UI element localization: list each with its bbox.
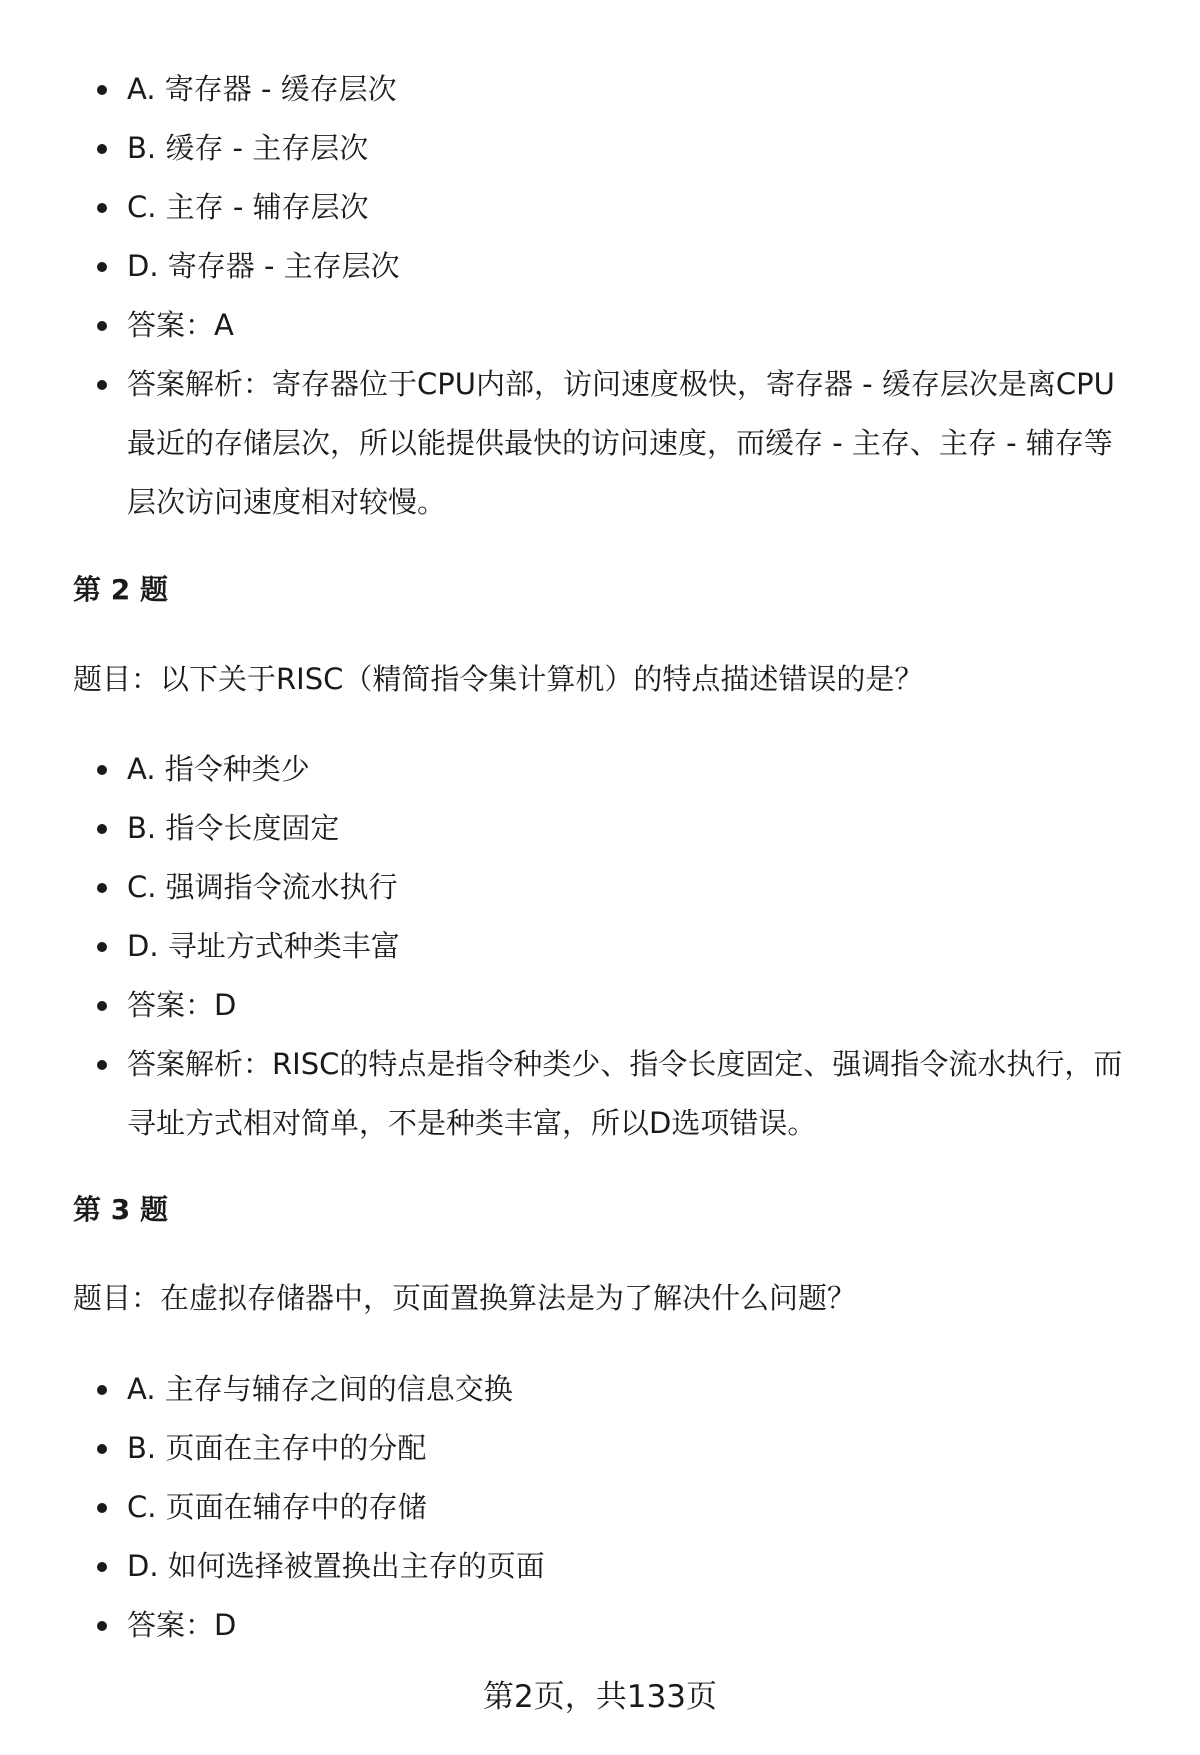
q2-answer: 答案：D — [127, 976, 1137, 1035]
q3-option-b: B. 页面在主存中的分配 — [127, 1419, 1137, 1478]
q2-option-a: A. 指令种类少 — [127, 740, 1137, 799]
q2-option-d: D. 寻址方式种类丰富 — [127, 917, 1137, 976]
q1-explanation: 答案解析：寄存器位于CPU内部，访问速度极快，寄存器 - 缓存层次是离CPU最近的存储层次，所以能提供最快的访问速度，而缓存 - 主存、主存 - 辅存等层次访问速度相对较慢。 — [127, 355, 1137, 532]
q3-heading: 第 3 题 — [73, 1193, 168, 1226]
q3-option-a: A. 主存与辅存之间的信息交换 — [127, 1360, 1137, 1419]
q3-stem: 题目：在虚拟存储器中，页面置换算法是为了解决什么问题？ — [73, 1281, 857, 1315]
q2-stem: 题目：以下关于RISC（精简指令集计算机）的特点描述错误的是？ — [73, 662, 924, 696]
q2-explanation: 答案解析：RISC的特点是指令种类少、指令长度固定、强调指令流水执行，而寻址方式相对简单，不是种类丰富，所以D选项错误。 — [127, 1035, 1137, 1153]
q1-option-a: A. 寄存器 - 缓存层次 — [127, 60, 1137, 119]
q3-answer: 答案：D — [127, 1596, 1137, 1655]
q1-option-d: D. 寄存器 - 主存层次 — [127, 237, 1137, 296]
q1-option-c: C. 主存 - 辅存层次 — [127, 178, 1137, 237]
q3-option-d: D. 如何选择被置换出主存的页面 — [127, 1537, 1137, 1596]
q3-option-c: C. 页面在辅存中的存储 — [127, 1478, 1137, 1537]
q1-option-b: B. 缓存 - 主存层次 — [127, 119, 1137, 178]
q2-heading: 第 2 题 — [73, 573, 168, 606]
q2-option-c: C. 强调指令流水执行 — [127, 858, 1137, 917]
q1-answer: 答案：A — [127, 296, 1137, 355]
page-number-footer: 第2页，共133页 — [483, 1679, 717, 1715]
q2-option-b: B. 指令长度固定 — [127, 799, 1137, 858]
